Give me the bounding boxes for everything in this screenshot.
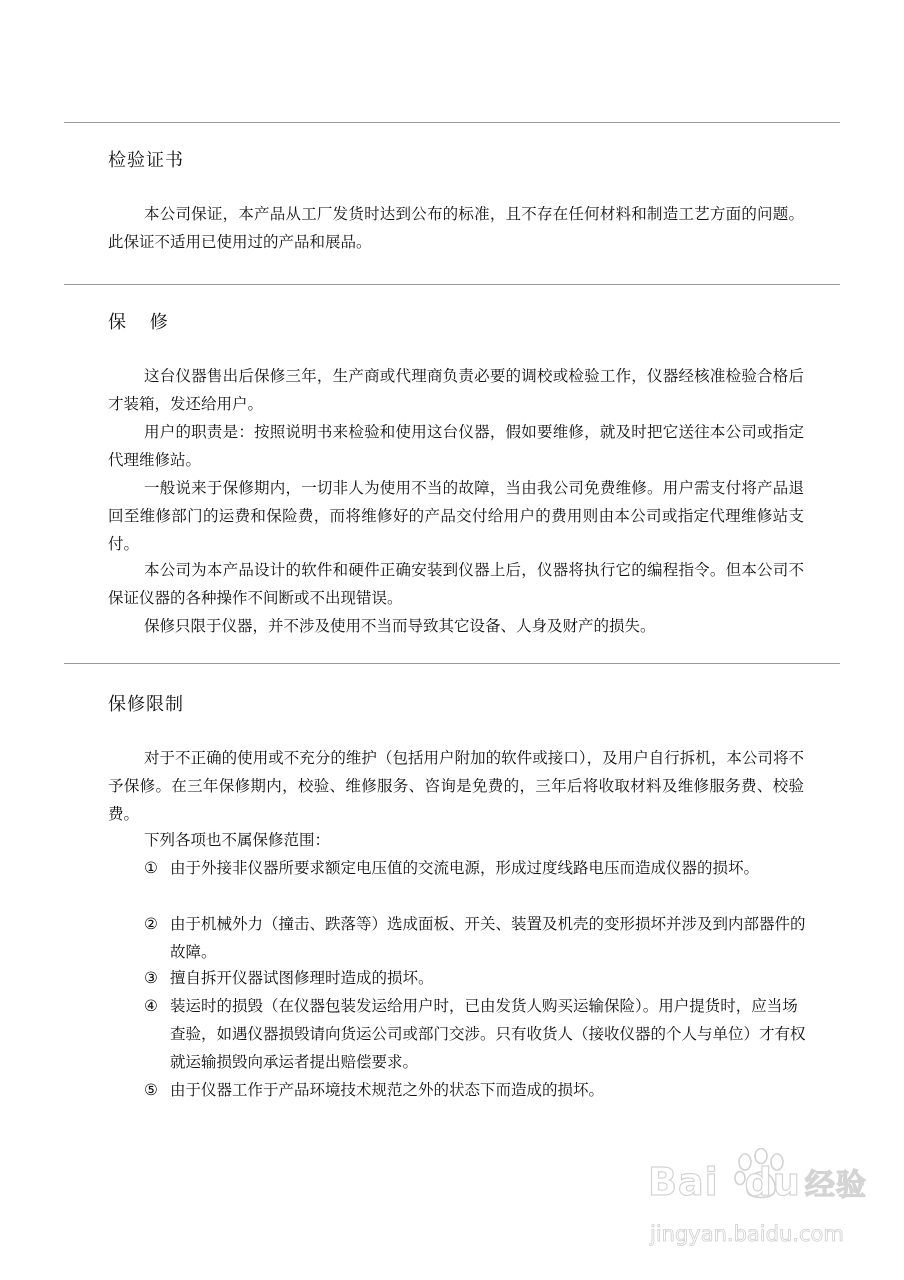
baidu-jingyan-watermark (640, 1140, 870, 1270)
limits-paragraph-2: 下列各项也不属保修范围： (144, 831, 331, 849)
item-number: ③ (144, 969, 158, 987)
item-number: ⑤ (144, 1081, 158, 1099)
inspection-title: 检验证书 (108, 150, 184, 171)
limits-item-4 (144, 992, 808, 1076)
item-number: ④ (144, 997, 158, 1015)
warranty-paragraph-2: 用户的职责是：按照说明书来检验和使用这台仪器，假如要维修，就及时把它送往本公司或指定代理维修站。 (108, 423, 804, 469)
warranty-paragraph-5: 保修只限于仪器，并不涉及使用不当而导致其它设备、人身及财产的损失。 (144, 617, 656, 635)
limits-item-1 (144, 854, 808, 882)
item-number: ② (144, 915, 158, 933)
warranty-title: 保 修 (108, 312, 177, 333)
item-text: 由于机械外力（撞击、跌落等）选成面板、开关、装置及机壳的变形损坏并涉及到内部器件的故障。 (170, 915, 806, 961)
inspection-paragraph: 本公司保证，本产品从工厂发货时达到公布的标准，且不存在任何材料和制造工艺方面的问题。此保证不适用已使用过的产品和展品。 (108, 205, 804, 251)
limits-item-5 (144, 1076, 808, 1104)
divider-warranty (64, 284, 840, 285)
item-number: ① (144, 859, 158, 877)
warranty-paragraph-1: 这台仪器售出后保修三年，生产商或代理商负责必要的调校或检验工作，仪器经核准检验合格后才装箱，发还给用户。 (108, 367, 804, 413)
warranty-paragraph-3: 一般说来于保修期内，一切非人为使用不当的故障，当由我公司免费维修。用户需支付将产品退回至维修部门的运费和保险费，而将维修好的产品交付给用户的费用则由本公司或指定代理维修站支付。 (108, 479, 804, 553)
watermark-url: jingyan.baidu.com (650, 1222, 844, 1246)
warranty-paragraph-4: 本公司为本产品设计的软件和硬件正确安装到仪器上后，仪器将执行它的编程指令。但本公司不保证仪器的各种操作不间断或不出现错误。 (108, 561, 804, 607)
limits-paragraph-1: 对于不正确的使用或不充分的维护（包括用户附加的软件或接口），及用户自行拆机，本公司将不予保修。在三年保修期内，校验、维修服务、咨询是免费的，三年后将收取材料及维修服务费、校验费。 (108, 749, 804, 823)
limits-item-3 (144, 964, 808, 992)
divider-limits (64, 663, 840, 664)
limits-title: 保修限制 (108, 694, 184, 715)
limits-item-2 (144, 910, 808, 966)
item-text: 擅自拆开仪器试图修理时造成的损坏。 (170, 969, 434, 987)
item-text: 由于外接非仪器所要求额定电压值的交流电源，形成过度线路电压而造成仪器的损坏。 (170, 859, 760, 877)
divider-top (64, 122, 840, 123)
watermark-logo: Bai du 经验 (648, 1160, 867, 1204)
item-text: 装运时的损毁（在仪器包装发运给用户时，已由发货人购买运输保险）。用户提货时，应当场查验，如遇仪器损毁请向货运公司或部门交涉。只有收货人（接收仪器的个人与单位）才有权就运输损毁向承运者提出赔偿要求。 (170, 997, 806, 1071)
item-text: 由于仪器工作于产品环境技术规范之外的状态下而造成的损坏。 (170, 1081, 605, 1099)
